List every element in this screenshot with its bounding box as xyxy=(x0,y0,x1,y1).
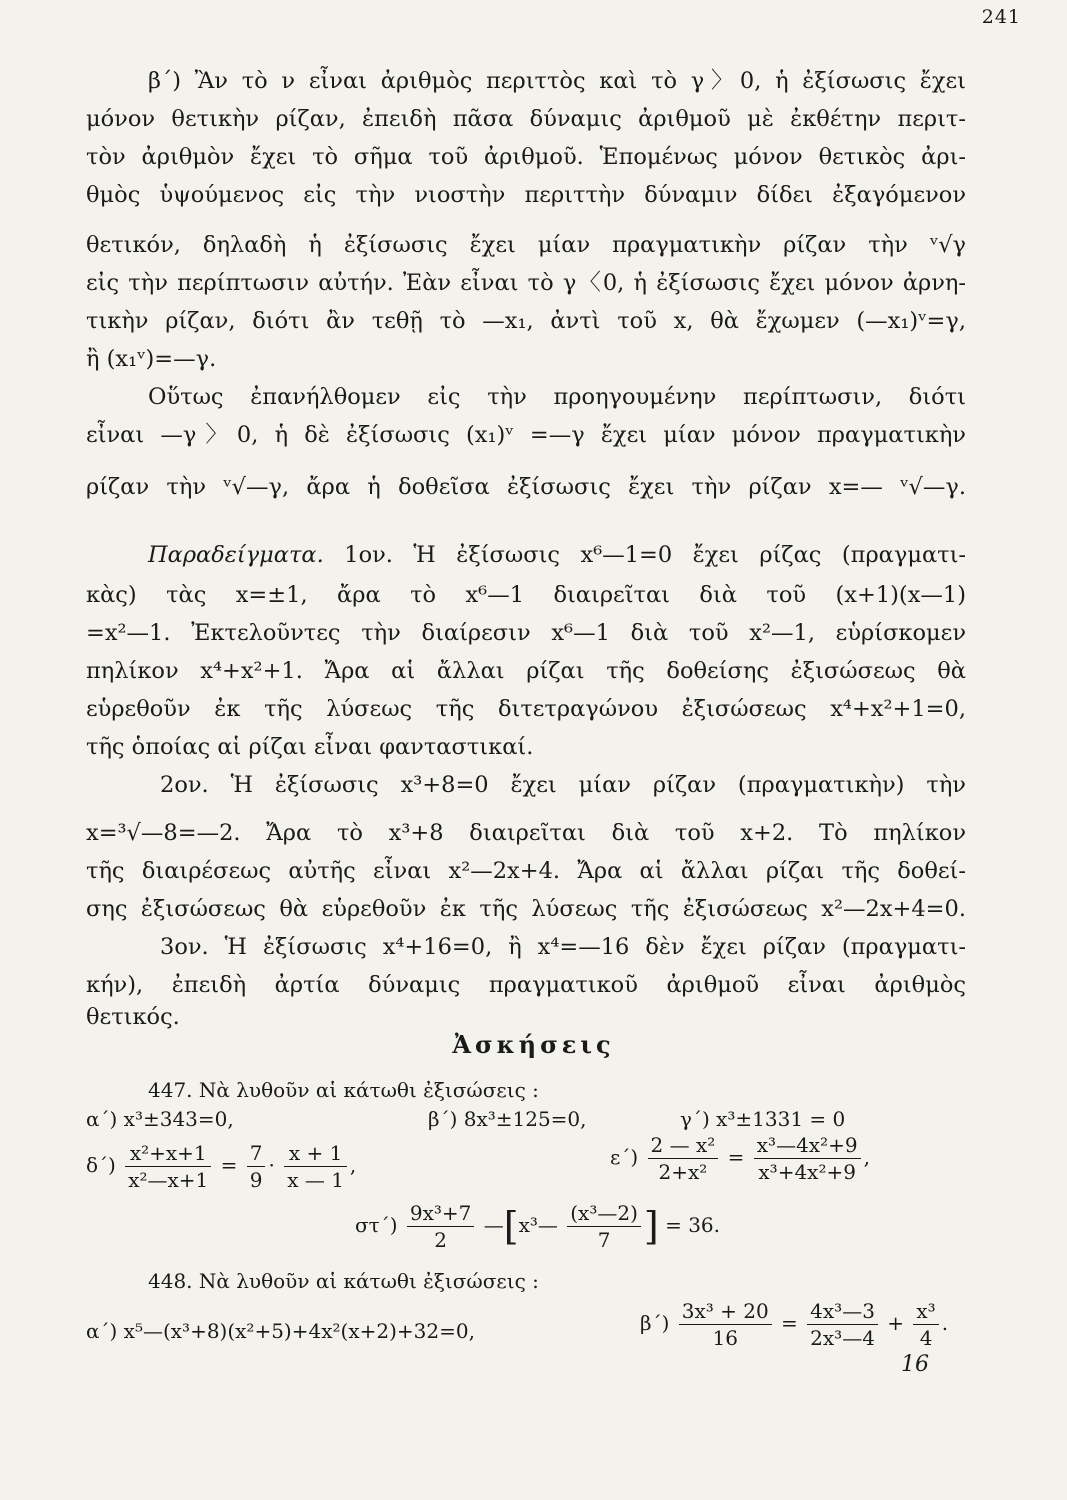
denominator: 2+x² xyxy=(658,1160,708,1184)
numerator: 2 — x² xyxy=(648,1132,719,1159)
text-line xyxy=(148,540,966,570)
text-line: τῆς διαιρέσεως αὐτῆς εἶναι x²—2x+4. Ἄρα αἱ ἄλλαι ρίζαι τῆς δοθεί- xyxy=(86,858,966,884)
equals-sign: = xyxy=(220,1153,238,1177)
fraction xyxy=(679,1298,772,1351)
numerator: (x³—2) xyxy=(567,1200,641,1227)
text-line: κήν), ἐπειδὴ ἀρτία δύναμις πραγματικοῦ ἀριθμοῦ εἶναι ἀριθμὸς xyxy=(86,972,966,998)
text-line: ἢ (x₁ᵛ)=—γ. xyxy=(86,346,217,372)
denominator: 2 xyxy=(434,1228,448,1252)
fraction xyxy=(407,1200,475,1253)
exercise-448-intro: 448. Νὰ λυθοῦν αἱ κάτωθι ἐξισώσεις : xyxy=(148,1269,539,1293)
text-line: εὑρεθοῦν ἐκ τῆς λύσεως τῆς διτετραγώνου ἐξισώσεως x⁴+x²+1=0, xyxy=(86,696,966,722)
denominator: 2x³—4 xyxy=(810,1326,875,1350)
text-line: β΄) Ἂν τὸ ν εἶναι ἀριθμὸς περιττὸς καὶ τὸ γ〉0, ἡ ἐξίσωσις ἔχει xyxy=(148,68,966,94)
denominator: x³+4x²+9 xyxy=(758,1160,856,1184)
text-line: εἶναι —γ〉0, ἡ δὲ ἐξίσωσις (x₁)ᵛ =—γ ἔχει μίαν μόνον πραγματικὴν xyxy=(86,422,966,448)
exercise-447-c: γ΄) x³±1331 = 0 xyxy=(680,1107,846,1131)
text-line: ρίζαν τὴν ᵛ√—γ, ἄρα ἡ δοθεῖσα ἐξίσωσις ἔχει τὴν ρίζαν x=— ᵛ√—γ. xyxy=(86,474,966,500)
exercise-448-b: β΄) $\frac{\text{3x³ + 20}}{16}$ = $\frac{\text{4x³—3}}{\text{2x³—4}}$ + $\frac{\text{x³}}{4}$ . xyxy=(640,1299,949,1350)
text-line: 3ον. Ἡ ἐξίσωσις x⁴+16=0, ἢ x⁴=—16 δὲν ἔχει ρίζαν (πραγματι- xyxy=(160,934,966,960)
item-label: δ΄) xyxy=(86,1153,116,1177)
denominator: 4 xyxy=(919,1326,933,1350)
numerator: 4x³—3 xyxy=(807,1298,878,1325)
exercise-447-d: δ΄) $\frac{\text{x²+x+1}}{\text{x²—x+1}}$ = $\frac{7}{9}$ · $\frac{x + 1}{x — 1}$ , xyxy=(86,1141,357,1192)
text-line: θετικός. xyxy=(86,1004,180,1030)
fraction xyxy=(284,1140,347,1193)
fraction xyxy=(125,1140,211,1193)
text-line: μόνον θετικὴν ρίζαν, ἐπειδὴ πᾶσα δύναμις ἀριθμοῦ μὲ ἐκθέτην περιτ- xyxy=(86,106,966,132)
text-fragment: 1ον. Ἡ ἐξίσωσις x⁶—1=0 ἔχει ρίζας (πραγματι- xyxy=(344,542,967,568)
exercise-447-e: ε΄) $\frac{\text{2 — x²}}{\text{2+x²}}$ = $\frac{\text{x³—4x²+9}}{\text{x³+4x²+9}}$ , xyxy=(610,1133,870,1184)
numerator: 9x³+7 xyxy=(407,1200,475,1227)
exercise-447-intro: 447. Νὰ λυθοῦν αἱ κάτωθι ἐξισώσεις : xyxy=(148,1078,539,1102)
signature-mark: 16 xyxy=(901,1352,929,1377)
numerator: x + 1 xyxy=(284,1140,347,1167)
plus-sign: + xyxy=(887,1311,905,1335)
fraction xyxy=(567,1200,641,1253)
text-line: κὰς) τὰς x=±1, ἄρα τὸ x⁶—1 διαιρεῖται διὰ τοῦ (x+1)(x—1) xyxy=(86,582,966,608)
item-label: ε΄) xyxy=(610,1145,639,1169)
fraction xyxy=(807,1298,878,1351)
text-line: σης ἐξισώσεως θὰ εὑρεθοῦν ἐκ τῆς λύσεως τῆς ἐξισώσεως x²—2x+4=0. xyxy=(86,896,966,922)
exercise-447-b: β΄) 8x³±125=0, xyxy=(428,1107,587,1131)
fraction xyxy=(913,1298,938,1351)
text-line: τῆς ὁποίας αἱ ρίζαι εἶναι φανταστικαί. xyxy=(86,734,534,760)
exercises-heading: Ἀσκήσεις xyxy=(452,1030,615,1059)
denominator: 16 xyxy=(712,1326,738,1350)
text-line: 2ον. Ἡ ἐξίσωσις x³+8=0 ἔχει μίαν ρίζαν (πραγματικὴν) τὴν xyxy=(160,772,966,798)
denominator: 7 xyxy=(597,1228,611,1252)
text-line: x=³√—8=—2. Ἄρα τὸ x³+8 διαιρεῖται διὰ τοῦ x+2. Τὸ πηλίκον xyxy=(86,820,966,846)
fraction xyxy=(247,1140,266,1193)
text-line: θμὸς ὑψούμενος εἰς τὴν νιοστὴν περιττὴν δύναμιν δίδει ἐξαγόμενον xyxy=(86,182,966,208)
numerator: 7 xyxy=(247,1140,266,1167)
examples-label: Παραδείγματα. xyxy=(148,542,324,568)
text-line: τικὴν ρίζαν, διότι ἂν τεθῇ τὸ —x₁, ἀντὶ τοῦ x, θὰ ἔχωμεν (—x₁)ᵛ=γ, xyxy=(86,308,966,334)
numerator: x²+x+1 xyxy=(125,1140,211,1167)
text-line: θετικόν, δηλαδὴ ἡ ἐξίσωσις ἔχει μίαν πραγματικὴν ρίζαν τὴν ᵛ√γ xyxy=(86,232,966,258)
item-label: β΄) xyxy=(640,1311,670,1335)
item-label: στ΄) xyxy=(355,1213,398,1237)
equals-sign: = xyxy=(781,1311,798,1335)
expression: = 36. xyxy=(665,1213,720,1237)
text-line: εἰς τὴν περίπτωσιν αὐτήν. Ἐὰν εἶναι τὸ γ〈0, ἡ ἐξίσωσις ἔχει μόνον ἀρνη- xyxy=(86,270,966,296)
text-line: τὸν ἀριθμὸν ἔχει τὸ σῆμα τοῦ ἀριθμοῦ. Ἑπομένως μόνον θετικὸς ἀρι- xyxy=(86,144,966,170)
fraction xyxy=(754,1132,861,1185)
denominator: x²—x+1 xyxy=(128,1168,209,1192)
expression: x³— xyxy=(518,1213,558,1237)
exercise-447-a: α΄) x³±343=0, xyxy=(86,1107,234,1131)
text-line: =x²—1. Ἐκτελοῦντες τὴν διαίρεσιν x⁶—1 διὰ τοῦ x²—1, εὑρίσκομεν xyxy=(86,620,966,646)
exercise-448-a: α΄) x⁵—(x³+8)(x²+5)+4x²(x+2)+32=0, xyxy=(86,1319,475,1343)
equals-sign: = xyxy=(727,1145,745,1169)
numerator: x³ xyxy=(913,1298,938,1325)
fraction xyxy=(648,1132,719,1185)
numerator: 3x³ + 20 xyxy=(679,1298,772,1325)
text-line: πηλίκον x⁴+x²+1. Ἄρα αἱ ἄλλαι ρίζαι τῆς δοθείσης ἐξισώσεως θὰ xyxy=(86,658,966,684)
page-number: 241 xyxy=(981,6,1021,28)
text-line: Οὕτως ἐπανήλθομεν εἰς τὴν προηγουμένην περίπτωσιν, διότι xyxy=(148,384,966,410)
denominator: 9 xyxy=(249,1168,263,1192)
denominator: x — 1 xyxy=(287,1168,344,1192)
exercise-447-st: στ΄) $\frac{\text{9x³+7}}{2}$ —[x³— $\frac{\text{(x³—2)}}{7}$ ] = 36. xyxy=(355,1201,720,1252)
numerator: x³—4x²+9 xyxy=(754,1132,861,1159)
